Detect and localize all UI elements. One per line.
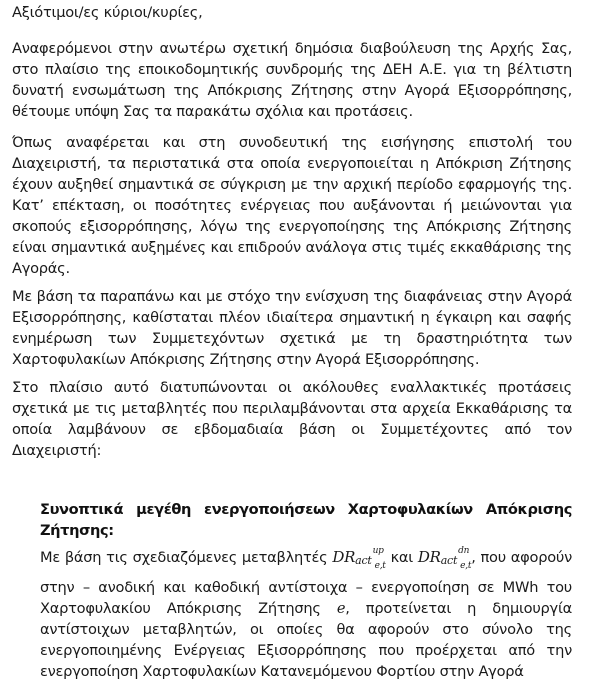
paragraph-intro: Αναφερόμενοι στην ανωτέρω σχετική δημόσια διαβούλευση της Αρχής Σας, στο πλαίσιο της εποικοδομητικής συνδρομής της ΔΕΗ Α.Ε. για τη βέλτιστη δυνατή ενσωμάτωση της Απόκρισης Ζήτησης στην Αγορά Εξισορρόπησης, θέτουμε υπόψη Σας τα παρακάτω σχόλια και προτάσεις. <box>12 40 572 120</box>
section-title: Συνοπτικά μεγέθη ενεργοποιήσεων Χαρτοφυλακίων Απόκρισης Ζήτησης: <box>40 501 572 539</box>
section-text-3: , προτείνεται η δημιουργία αντίστοιχων μεταβλητών, οι οποίες θα αφορούν στο σύνολο της ενεργοποιημένης Ενέργειας Εξισορρόπησης που προέρχεται από την ενεργοποίηση Χαρτοφυλακίων Κατανεμόμενου Φορτίου στην Αγορά <box>40 600 573 680</box>
document-page <box>12 2 572 682</box>
paragraph-transparency: Με βάση τα παραπάνω και με στόχο την ενίσχυση της διαφάνειας στην Αγορά Εξισορρόπησης, καθίσταται πλέον ιδιαίτερα σημαντική η έγκαιρη και σαφής ενημέρωση των Συμμετεχόντων σχετικά με τη δραστηριότητα των Χαρτοφυλακίων Απόκρισης Ζήτησης στην Αγορά Εξισορρόπησης. <box>12 288 572 368</box>
paragraph-context: Όπως αναφέρεται και στη συνοδευτική της εισήγησης επιστολή του Διαχειριστή, τα περιστατικά στα οποία ενεργοποιείται η Απόκριση Ζήτησης έχουν αυξηθεί σημαντικά σε σύγκριση με την αρχική περίοδο εφαρμογής της. Κατ’ επέκταση, οι ποσότητες ενέργειας που αυξάνονται ή μειώνονται για σκοπούς εξισορρόπησης, λόγω της ενεργοποίησης της Απόκρισης Ζήτησης είναι σημαντικά αυξημένες και επιδρούν ανάλογα στις τιμές εκκαθάρισης της Αγοράς. <box>12 134 572 277</box>
section-text-2: , που αφορούν στην – ανοδική και καθοδική αντίστοιχα – ενεργοποίηση σε MWh του Χαρτοφυλακίου Απόκρισης Ζήτησης <box>40 549 573 617</box>
section-text-1: Με βάση τις σχεδιαζόμενες μεταβλητές <box>40 549 328 566</box>
proposal-section <box>40 499 572 682</box>
section-conjunction: και <box>390 549 413 566</box>
portfolio-variable: e <box>336 600 346 617</box>
variable-dr-act-dn: DRactdne,t <box>417 546 472 571</box>
variable-dr-act-up: DRactupe,t <box>332 546 386 571</box>
section-body <box>40 541 572 682</box>
paragraph-proposals-intro: Στο πλαίσιο αυτό διατυπώνονται οι ακόλουθες εναλλακτικές προτάσεις σχετικά με τις μεταβλητές που περιλαμβάνονται στα αρχεία Εκκαθάρισης τα οποία λαμβάνουν σε εβδομαδιαία βάση οι Συμμετέχοντες από τον Διαχειριστή: <box>12 379 572 459</box>
salutation: Αξιότιμοι/ες κύριοι/κυρίες, <box>12 4 203 21</box>
